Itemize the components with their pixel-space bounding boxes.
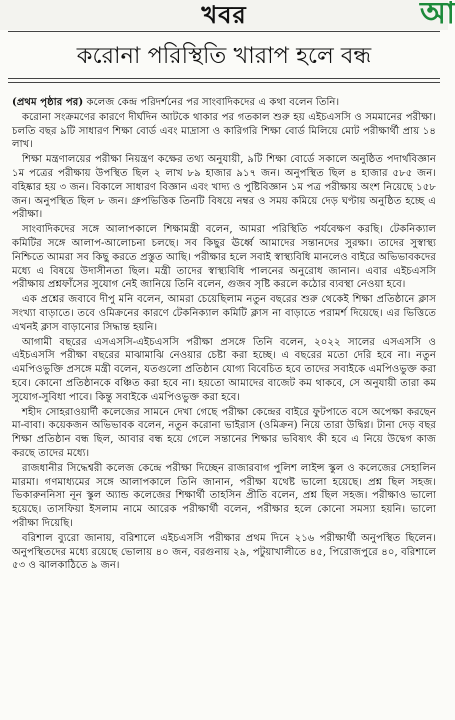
article-headline: করোনা পরিস্থিতি খারাপ হলে বন্ধ [76, 43, 372, 69]
article-paragraph: করোনা সংক্রমণের কারণে দীর্ঘদিন আটকে থাকার পর গতকাল শুরু হয় এইচএসসি ও সমমানের পরীক্ষা। চলতি বছর ৯টি সাধারণ শিক্ষা বোর্ড এবং মাদ্রাসা ও কারিগরি শিক্ষা বোর্ড মিলিয়ে মোট পরীক্ষার্থী প্রায় ১৪ লাখ। [12, 111, 436, 151]
newspaper-logo-fragment: আ [420, 0, 455, 31]
article-paragraph: রাজধানীর সিদ্ধেশ্বরী কলেজ কেন্দ্রে পরীক্ষা দিচ্ছেন রাজারবাগ পুলিশ লাইন্স স্কুল ও কলেজের সেহালিন মারমা। গণমাধ্যমের সঙ্গে আলাপকালে তিনি জানান, পরীক্ষা যথেষ্ট ভালো হয়েছে। প্রশ্ন ছিল সহজ। ভিকারুননিসা নূন স্কুল অ্যান্ড কলেজের শিক্ষার্থী তাহসিন প্রীতি বলেন, প্রশ্ন ছিল সহজ। পরীক্ষাও ভালো হয়েছে। তাসফিয়া ইসলাম নামে আরেক পরীক্ষার্থী বলেন, পরীক্ষার হলে কোনো সমস্যা হয়নি। ভালো পরীক্ষা দিয়েছি। [12, 462, 436, 529]
article-paragraph: আগামী বছরের এসএসসি-এইচএসসি পরীক্ষা প্রসঙ্গে তিনি বলেন, ২০২২ সালের এসএসসি ও এইচএসসি পরীক্ষা বছরের মাঝামাঝি নেওয়ার চেষ্টা করা হচ্ছে। এ বছরের মতো দেরি হবে না। নতুন এমপিওভুক্তি প্রসঙ্গে মন্ত্রী বলেন, যতগুলো প্রতিষ্ঠান যোগ্য বিবেচিত হবে তাদের সবাইকে এমপিওভুক্ত করা হবে। কোনো প্রতিষ্ঠানকে বঞ্চিত করা হবে না। হয়তো আমাদের বাজেট কম থাকবে, সে অনুযায়ী তারা কম সুযোগ-সুবিধা পাবে। কিন্তু সবাইকে এমপিওভুক্ত করা হবে। [12, 336, 436, 403]
article-paragraph: শিক্ষা মন্ত্রণালয়ের পরীক্ষা নিয়ন্ত্রণ কক্ষের তথ্য অনুযায়ী, ৯টি শিক্ষা বোর্ডে সকালে অনুষ্ঠিত পদার্থবিজ্ঞান ১ম পত্রের পরীক্ষায় উপস্থিত ছিল ২ লাখ ৮৯ হাজার ৯১৭ জন। অনুপস্থিত ছিল ৪ হাজার ৫৮৫ জন। বহিষ্কার হয় ৩ জন। বিকালে সাধারণ বিজ্ঞান এবং খাদ্য ও পুষ্টিবিজ্ঞান ১ম পত্র পরীক্ষায় অংশ নিয়েছে ১৫৮ জন। অনুপস্থিত ছিল ৮ জন। গ্রুপভিত্তিক তিনটি বিষয়ে নম্বর ও সময় কমিয়ে দেড় ঘণ্টায় অনুষ্ঠিত হচ্ছে এ পরীক্ষা। [12, 154, 436, 221]
article-paragraph: শহীদ সোহরাওয়ার্দী কলেজের সামনে দেখা গেছে পরীক্ষা কেন্দ্রের বাইরে ফুটপাতে বসে অপেক্ষা করছেন মা-বাবা। কয়েকজন অভিভাবক বলেন, নতুন করোনা ভাইরাস (ওমিক্রন) নিয়ে তারা উদ্বিগ্ন। টানা দেড় বছর শিক্ষা প্রতিষ্ঠান বন্ধ ছিল, আবার বন্ধ হয়ে গেলে সন্তানের শিক্ষার ভবিষ্যৎ কী হবে এ নিয়ে উদ্বেগ কাজ করছে তাদের মধ্যে। [12, 406, 436, 459]
continuation-tag: (প্রথম পৃষ্ঠার পর) [12, 96, 84, 108]
headline-rule-top [8, 78, 440, 79]
headline-rule-bottom [8, 82, 440, 83]
article-body [12, 96, 436, 714]
article-paragraph [12, 96, 436, 110]
lead-text: কলেজ কেন্দ্র পরিদর্শনের পর সাংবাদিকদের এ কথা বলেন তিনি। [83, 97, 340, 108]
article-paragraph: এক প্রশ্নের জবাবে দীপু মনি বলেন, আমরা চেয়েছিলাম নতুন বছরের শুরু থেকেই শিক্ষা প্রতিষ্ঠানে ক্লাস সংখ্যা বাড়াতে। তবে ওমিক্রনের কারণে টেকনিক্যাল কমিটি ক্লাস না বাড়াতে পরামর্শ দিয়েছে। এর ভিত্তিতে এখনই ক্লাস বাড়ানোর সিদ্ধান্ত হয়নি। [12, 294, 436, 333]
section-masthead [0, 0, 455, 31]
article-paragraph: সাংবাদিকদের সঙ্গে আলাপকালে শিক্ষামন্ত্রী বলেন, আমরা পরিস্থিতি পর্যবেক্ষণ করছি। টেকনিক্যাল কমিটির সঙ্গে আলাপ-আলোচনা চলছে। সব কিছুর ঊর্ধ্বে আমাদের সন্তানদের সুরক্ষা। তাদের সুস্বাস্থ্য নিশ্চিতে আমরা সব কিছু করতে প্রস্তুত আছি। পরীক্ষার হলে সবাই স্বাস্থ্যবিধি মানলেও বাইরে অভিভাবকদের মধ্যে এ বিষয়ে উদাসীনতা ছিল। মন্ত্রী তাদের স্বাস্থ্যবিধি পালনের অনুরোধ জানান। এবার এইচএসসি পরীক্ষায় প্রশ্নফাঁসের সুযোগ নেই জানিয়ে তিনি বলেন, গুজব সৃষ্টি করলে কঠোর ব্যবস্থা নেওয়া হবে। [12, 224, 436, 291]
masthead-rule [8, 31, 440, 32]
article-paragraph: বরিশাল ব্যুরো জানায়, বরিশালে এইচএসসি পরীক্ষার প্রথম দিনে ২১৬ পরীক্ষার্থী অনুপস্থিত ছিলেন। অনুপস্থিতদের মধ্যে রয়েছে ভোলায় ৪০ জন, বরগুনায় ২৯, পটুয়াখালীতে ৪৫, পিরোজপুরে ৪০, বরিশালে ৫৩ ও ঝালকাঠিতে ৯ জন। [12, 532, 436, 572]
section-title: খবর [201, 0, 247, 29]
